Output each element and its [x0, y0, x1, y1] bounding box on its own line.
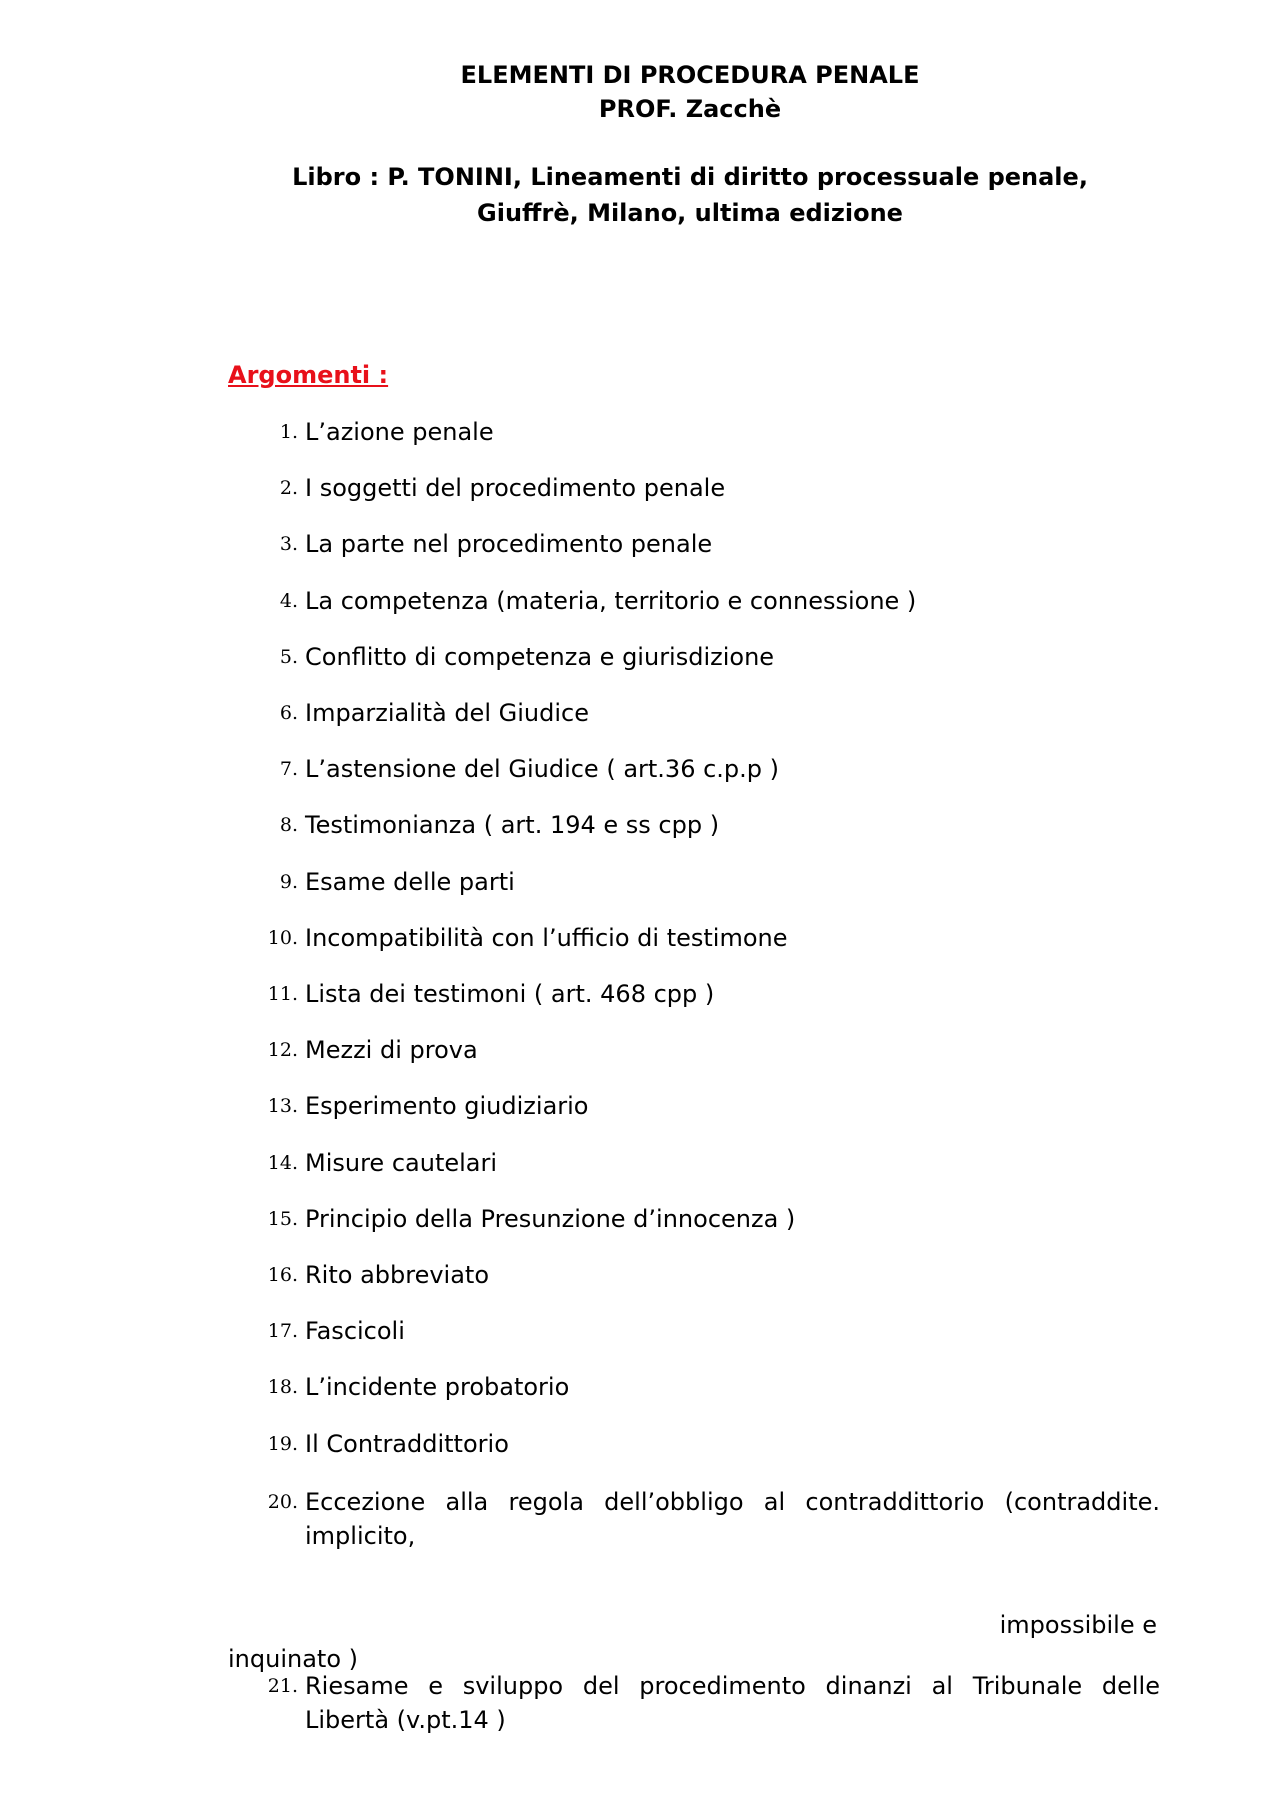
- list-item-text: Misure cautelari: [305, 1149, 498, 1177]
- list-item-text: Principio della Presunzione d’innocenza ): [305, 1205, 796, 1233]
- list-item-number: 7.: [279, 758, 298, 780]
- list-item: [0, 1369, 1280, 1405]
- list-item-number: 10.: [267, 927, 298, 949]
- list-item-number: 6.: [279, 702, 298, 724]
- list-item-text: Mezzi di prova: [305, 1036, 478, 1064]
- list-item: [0, 751, 1280, 787]
- list-item: [0, 1145, 1280, 1181]
- list-item-number: 4.: [279, 590, 298, 612]
- list-item-text: Lista dei testimoni ( art. 468 cpp ): [305, 980, 715, 1008]
- list-item: [0, 583, 1280, 619]
- list-item-text-line-1: Eccezione alla regola dell’obbligo al contraddittorio (contraddite.: [305, 1488, 1160, 1516]
- list-item-number: 12.: [267, 1039, 298, 1061]
- list-item: [0, 414, 1280, 450]
- list-item-number: 2.: [279, 477, 298, 499]
- list-item-text: La competenza (materia, territorio e connessione ): [305, 587, 917, 615]
- list-item-text-line-3: impossibile e: [999, 1611, 1157, 1639]
- list-item-text: Imparzialità del Giudice: [305, 699, 589, 727]
- list-item-number: 15.: [267, 1208, 298, 1230]
- list-item: [0, 639, 1280, 675]
- list-item-text: L’astensione del Giudice ( art.36 c.p.p ): [305, 755, 780, 783]
- list-item-number: 3.: [279, 533, 298, 555]
- book-reference-line-2: Giuffrè, Milano, ultima edizione: [477, 199, 903, 227]
- list-item-text: Conflitto di competenza e giurisdizione: [305, 643, 775, 671]
- list-item-number: 21.: [267, 1675, 298, 1697]
- list-item: [0, 1426, 1280, 1462]
- list-item-number: 8.: [279, 814, 298, 836]
- list-item-number: 18.: [267, 1376, 298, 1398]
- list-item-text-line-4: inquinato ): [228, 1645, 358, 1673]
- list-item: [0, 864, 1280, 900]
- list-item-text: Esame delle parti: [305, 868, 515, 896]
- list-item-text: Fascicoli: [305, 1317, 405, 1345]
- list-item-text: Rito abbreviato: [305, 1261, 490, 1289]
- list-item-text: L’azione penale: [305, 418, 494, 446]
- list-item: [0, 1313, 1280, 1349]
- list-item-number: 1.: [279, 421, 298, 443]
- professor-name: PROF. Zacchè: [598, 95, 782, 123]
- book-reference-line-1: Libro : P. TONINI, Lineamenti di diritto processuale penale,: [292, 163, 1088, 191]
- list-item: [0, 470, 1280, 506]
- list-item-number: 14.: [267, 1152, 298, 1174]
- list-item: [0, 920, 1280, 956]
- list-item-number: 17.: [267, 1320, 298, 1342]
- list-item: [0, 976, 1280, 1012]
- list-item-text: Il Contraddittorio: [305, 1430, 509, 1458]
- list-item-text: L’incidente probatorio: [305, 1373, 570, 1401]
- list-item-text-line-2: Libertà (v.pt.14 ): [305, 1706, 506, 1734]
- document-title: ELEMENTI DI PROCEDURA PENALE: [460, 61, 920, 89]
- list-item-text: La parte nel procedimento penale: [305, 530, 713, 558]
- list-item: [0, 526, 1280, 562]
- list-item: [0, 1257, 1280, 1293]
- list-item-text: I soggetti del procedimento penale: [305, 474, 726, 502]
- list-item-text-line-2: implicito,: [305, 1522, 416, 1550]
- list-item-number: 13.: [267, 1095, 298, 1117]
- list-item-number: 11.: [267, 983, 298, 1005]
- list-item-number: 9.: [279, 871, 298, 893]
- list-item-text: Testimonianza ( art. 194 e ss cpp ): [305, 811, 720, 839]
- list-item-number: 19.: [267, 1433, 298, 1455]
- list-item-number: 5.: [279, 646, 298, 668]
- section-heading: Argomenti :: [228, 361, 389, 389]
- list-item-text: Incompatibilità con l’ufficio di testimone: [305, 924, 788, 952]
- list-item-number: 20.: [267, 1491, 298, 1513]
- list-item: [0, 695, 1280, 731]
- list-item: [0, 1088, 1280, 1124]
- list-item: [0, 1201, 1280, 1237]
- list-item: [0, 807, 1280, 843]
- list-item-text: Esperimento giudiziario: [305, 1092, 589, 1120]
- list-item: [0, 1032, 1280, 1068]
- list-item-text-line-1: Riesame e sviluppo del procedimento dinanzi al Tribunale delle: [305, 1672, 1160, 1700]
- list-item-number: 16.: [267, 1264, 298, 1286]
